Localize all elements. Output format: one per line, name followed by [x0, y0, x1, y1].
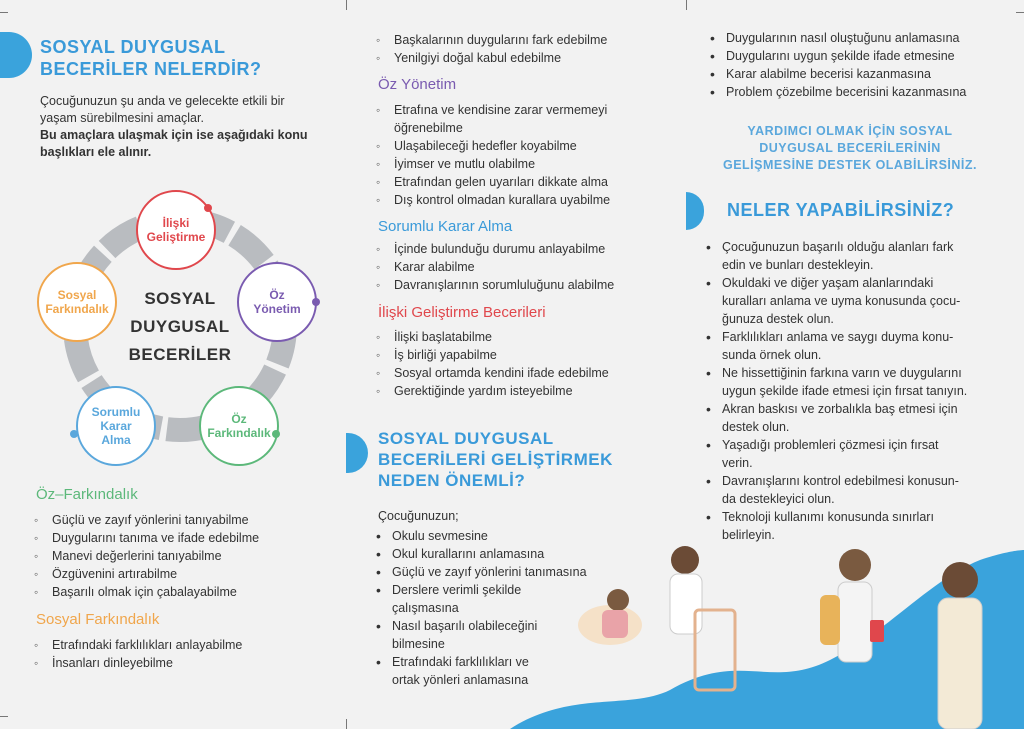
why-important-title	[378, 428, 613, 491]
list-item: • Yaşadığı problemleri çözmesi için fırsat	[700, 436, 967, 454]
why-intro: Çocuğunuzun;	[378, 509, 459, 523]
crop-mark	[0, 12, 8, 13]
list-item: ◦ Etrafına ve kendisine zarar vermemeyi	[372, 101, 610, 119]
title-line: BECERİLERİ GELİŞTİRMEK	[378, 450, 613, 469]
list-item: uygun şekilde ifade etmesi için fırsat tanıyın.	[722, 384, 968, 398]
list-item: • Etrafındaki farklılıkları ve	[370, 653, 587, 671]
node-relationship-building	[136, 190, 216, 270]
list-item: kuralları anlama ve uyma konusunda çocu-	[722, 294, 961, 308]
book-shape	[870, 620, 884, 642]
list-item: ◦ Sosyal ortamda kendini ifade edebilme	[372, 364, 609, 382]
list-item: • Okulu sevmesine	[370, 527, 587, 545]
list-item: • Okul kurallarını anlamasına	[370, 545, 587, 563]
list-item: ◦ İnsanları dinleyebilme	[30, 654, 242, 672]
node-dot	[70, 430, 78, 438]
title-line: BECERİLER NELERDİR?	[40, 59, 262, 79]
node-line: Sorumlu	[91, 405, 141, 419]
list-item: ◦ Başarılı olmak için çabalayabilme	[30, 583, 259, 601]
list-item: ◦ Karar alabilme	[372, 258, 614, 276]
self-awareness-heading: Öz–Farkındalık	[36, 486, 138, 503]
self-management-list	[372, 101, 610, 209]
relationship-list	[372, 328, 609, 400]
list-item: • Karar alabilme becerisi kazanmasına	[704, 65, 966, 83]
crop-mark	[346, 0, 347, 10]
list-item: ◦ İlişki başlatabilme	[372, 328, 609, 346]
list-item: ◦ Etrafındaki farklılıkları anlayabilme	[30, 636, 242, 654]
social-awareness-continued-list	[372, 31, 607, 67]
relationship-heading: İlişki Geliştirme Becerileri	[378, 304, 546, 321]
section-tab	[346, 433, 368, 473]
list-item: ortak yönleri anlamasına	[392, 673, 529, 687]
decision-making-list	[372, 240, 614, 294]
self-awareness-list	[30, 511, 259, 601]
node-line: Alma	[101, 433, 131, 447]
list-item: • Okuldaki ve diğer yaşam alanlarındaki	[700, 274, 967, 292]
backpack-shape	[820, 595, 840, 645]
support-message	[700, 123, 1000, 174]
node-dot	[272, 430, 280, 438]
node-line: Öz	[231, 412, 247, 426]
list-item: ◦ Güçlü ve zayıf yönlerini tanıyabilme	[30, 511, 259, 529]
crop-mark	[1016, 12, 1024, 13]
parent-body	[938, 598, 982, 729]
list-item: ◦ Etrafından gelen uyarıları dikkate alma	[372, 173, 610, 191]
list-item: ◦ Ulaşabileceği hedefler koyabilme	[372, 137, 610, 155]
self-management-heading: Öz Yönetim	[378, 76, 457, 93]
list-item: • Derslere verimli şekilde	[370, 581, 587, 599]
intro-text	[40, 93, 308, 161]
list-item: ◦ İyimser ve mutlu olabilme	[372, 155, 610, 173]
list-item: ◦ Dış kontrol olmadan kurallara uyabilme	[372, 191, 610, 209]
support-line: GELİŞMESİNE DESTEK OLABİLİRSİNİZ.	[722, 158, 978, 172]
center-line: BECERİLER	[128, 345, 232, 364]
node-self-awareness	[199, 386, 279, 466]
node-line: Sosyal	[57, 288, 97, 302]
list-item: ◦ Yenilgiyi doğal kabul edebilme	[372, 49, 607, 67]
what-can-you-do-list	[700, 238, 967, 544]
list-item: ◦ Duygularını tanıma ve ifade edebilme	[30, 529, 259, 547]
teacher-body	[670, 574, 702, 634]
crop-mark	[346, 719, 347, 729]
social-awareness-heading: Sosyal Farkındalık	[36, 611, 160, 628]
node-social-awareness	[37, 262, 117, 342]
list-item: sunda örnek olun.	[722, 348, 822, 362]
social-awareness-list	[30, 636, 242, 672]
panel1-title	[40, 36, 262, 80]
intro-line: yaşam sürebilmesini amaçlar.	[40, 111, 204, 125]
list-item: • Problem çözebilme becerisini kazanmasına	[704, 83, 966, 101]
list-item: ◦ Manevi değerlerini tanıyabilme	[30, 547, 259, 565]
list-item: ğunuza destek olun.	[722, 312, 834, 326]
parent-head	[942, 562, 978, 598]
node-responsible-decision	[76, 386, 156, 466]
list-item: • Çocuğunuzun başarılı olduğu alanları fark	[700, 238, 967, 256]
list-item: bilmesine	[392, 637, 445, 651]
list-item: çalışmasına	[392, 601, 459, 615]
list-item: • Davranışlarını kontrol edebilmesi konusun-	[700, 472, 967, 490]
node-line: Karar	[100, 419, 132, 433]
child-head	[607, 589, 629, 611]
center-line: DUYGUSAL	[130, 317, 230, 336]
list-item: destek olun.	[722, 420, 790, 434]
list-item: ◦ Gerektiğinde yardım isteyebilme	[372, 382, 609, 400]
center-line: SOSYAL	[144, 289, 216, 308]
node-line: Farkındalık	[45, 302, 109, 316]
node-line: Geliştirme	[146, 230, 206, 244]
girl-body	[838, 582, 872, 662]
list-item: belirleyin.	[722, 528, 775, 542]
list-item: da destekleyici olun.	[722, 492, 835, 506]
list-item: • Akran baskısı ve zorbalıkla baş etmesi için	[700, 400, 967, 418]
intro-line: Çocuğunuzun şu anda ve gelecekte etkili bir	[40, 94, 285, 108]
node-line: Yönetim	[253, 302, 301, 316]
list-item: ◦ İş birliği yapabilme	[372, 346, 609, 364]
intro-bold-line: Bu amaçlara ulaşmak için ise aşağıdaki konu	[40, 128, 308, 142]
girl-head	[839, 549, 871, 581]
teacher-head	[671, 546, 699, 574]
list-item: ◦ İçinde bulunduğu durumu anlayabilme	[372, 240, 614, 258]
list-item: ◦ Başkalarının duygularını fark edebilme	[372, 31, 607, 49]
what-can-you-do-title: NELER YAPABİLİRSİNİZ?	[727, 200, 955, 220]
title-line: NEDEN ÖNEMLİ?	[378, 471, 526, 490]
list-item: • Duygularını uygun şekilde ifade etmesine	[704, 47, 966, 65]
crop-mark	[686, 0, 687, 10]
section-tab	[686, 192, 704, 230]
title-line: SOSYAL DUYGUSAL	[40, 37, 226, 57]
node-dot	[312, 298, 320, 306]
family-illustration	[510, 540, 1024, 729]
node-self-management	[237, 262, 317, 342]
title-line: SOSYAL DUYGUSAL	[378, 429, 554, 448]
section-tab	[0, 32, 32, 78]
crop-mark	[0, 716, 8, 717]
list-item: • Nasıl başarılı olabileceğini	[370, 617, 587, 635]
node-line: Farkındalık	[207, 426, 271, 440]
list-item: verin.	[722, 456, 753, 470]
list-item: öğrenebilme	[394, 121, 463, 135]
list-item: • Ne hissettiğinin farkına varın ve duygularını	[700, 364, 967, 382]
child-body	[602, 610, 628, 638]
list-item: • Duygularının nasıl oluştuğunu anlamasına	[704, 29, 966, 47]
list-item: • Farklılıkları anlama ve saygı duyma konu-	[700, 328, 967, 346]
list-item: • Teknoloji kullanımı konusunda sınırları	[700, 508, 967, 526]
list-item: ◦ Özgüvenini artırabilme	[30, 565, 259, 583]
node-line: Öz	[269, 288, 285, 302]
support-line: YARDIMCI OLMAK İÇİN SOSYAL	[747, 124, 953, 138]
intro-bold-line: başlıkları ele alınır.	[40, 145, 152, 159]
why-important-continued-list	[704, 29, 966, 101]
node-dot	[204, 204, 212, 212]
list-item: • Güçlü ve zayıf yönlerini tanımasına	[370, 563, 587, 581]
support-line: DUYGUSAL BECERİLERİNİN	[759, 141, 941, 155]
decision-making-heading: Sorumlu Karar Alma	[378, 218, 513, 235]
diagram-center-label	[115, 285, 245, 369]
list-item: ◦ Davranışlarının sorumluluğunu alabilme	[372, 276, 614, 294]
node-line: İlişki	[162, 216, 190, 230]
list-item: edin ve bunları destekleyin.	[722, 258, 874, 272]
